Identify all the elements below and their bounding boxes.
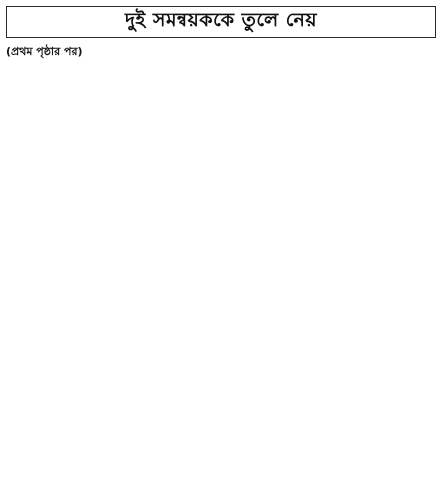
article-columns [6, 44, 436, 492]
article-column-left [6, 44, 216, 492]
headline-box [6, 6, 436, 38]
continued-from-front-page-label: (প্রথম পৃষ্ঠার পর) [6, 45, 83, 58]
article-column-right [226, 44, 436, 492]
headline: দুই সমন্বয়ককে তুলে নেয় [124, 9, 318, 31]
